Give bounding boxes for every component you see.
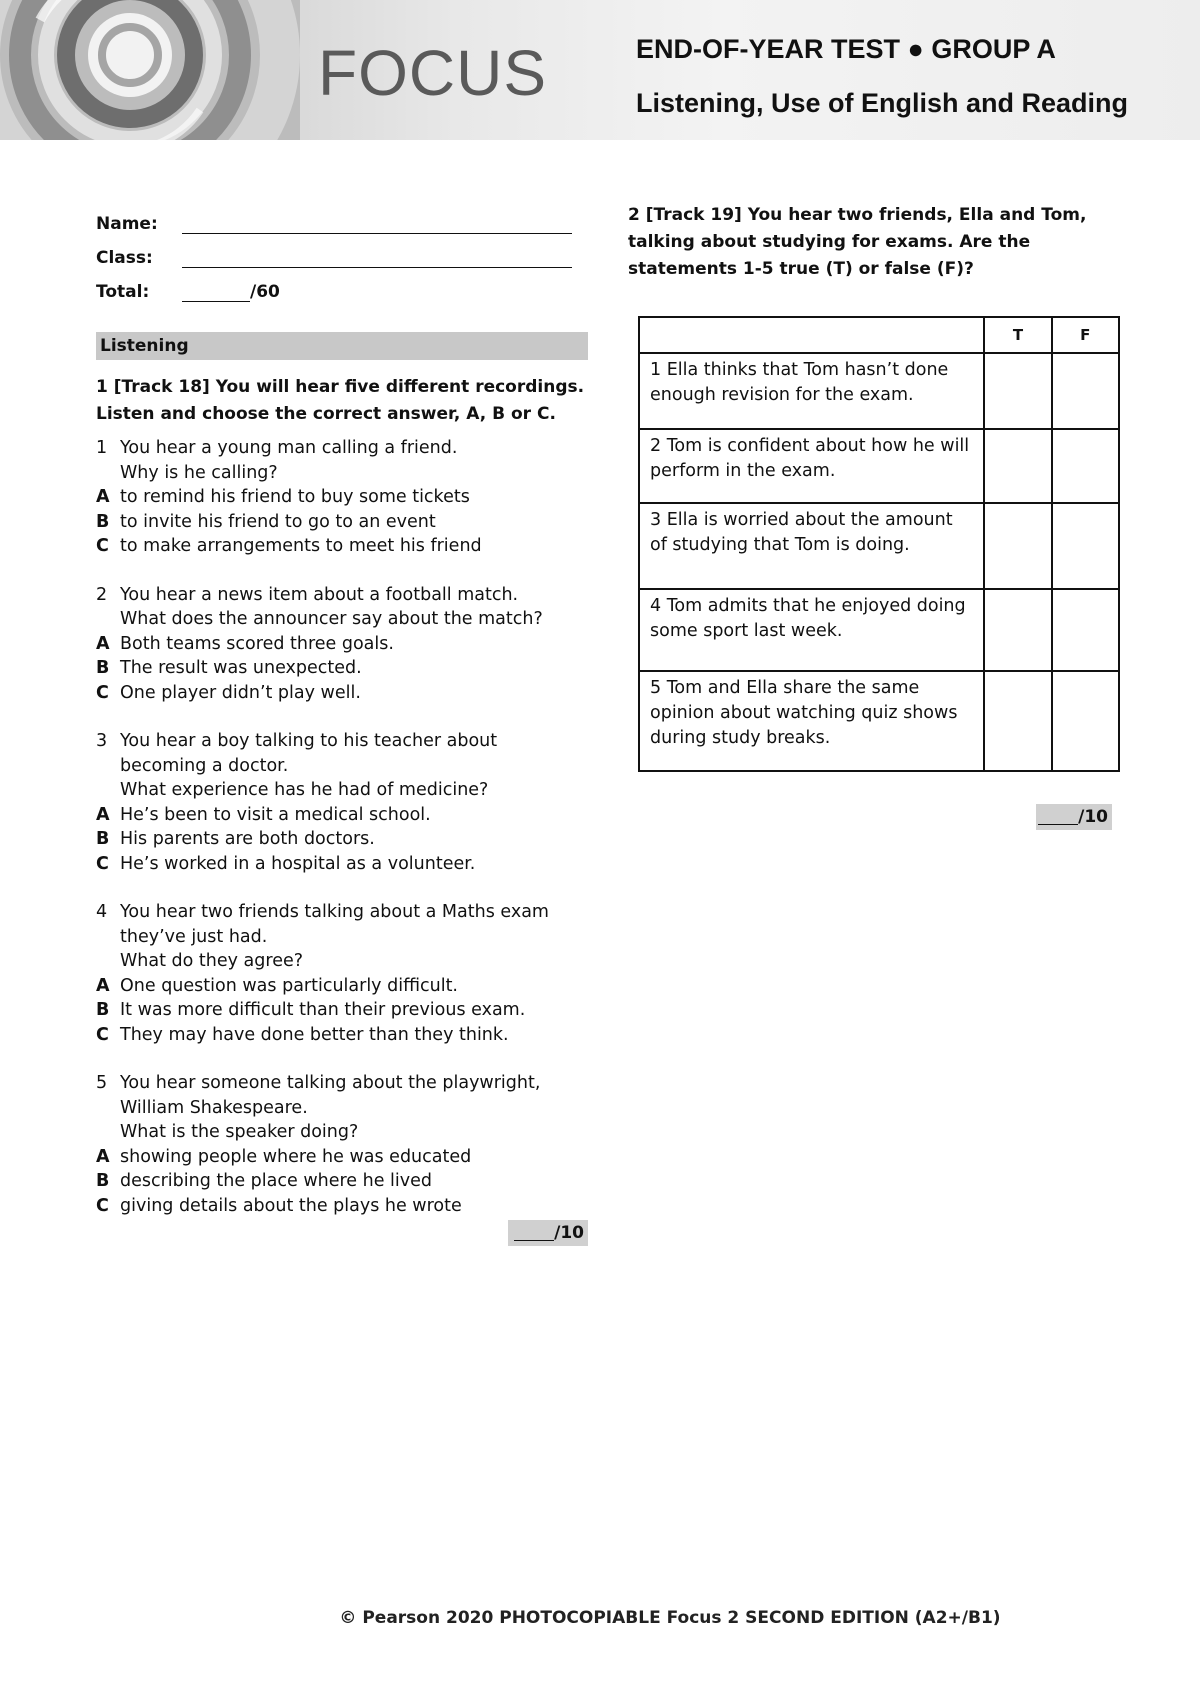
answer-option[interactable] — [96, 852, 588, 877]
table-row — [639, 429, 1119, 503]
answer-option[interactable] — [96, 803, 588, 828]
option-text: Both teams scored three goals. — [120, 633, 394, 654]
option-letter: A — [96, 804, 110, 825]
answer-true-5[interactable] — [984, 671, 1051, 771]
option-text: to make arrangements to meet his friend — [120, 536, 482, 556]
option-letter: C — [96, 853, 109, 874]
table-row — [639, 671, 1119, 771]
statement-5: 5 Tom and Ella share the same opinion about watching quiz shows during study breaks. — [639, 671, 984, 771]
exercise1-questions — [96, 436, 588, 1218]
exercise2-instruction: 2 [Track 19] You hear two friends, Ella and Tom, talking about studying for exams. Are the statements 1-5 true (T) or false (F)? — [628, 205, 1087, 279]
question-stem — [96, 1120, 588, 1145]
option-letter: A — [96, 975, 110, 996]
question-stem — [96, 436, 588, 461]
option-letter: B — [96, 658, 110, 678]
focus-lens-graphic — [0, 0, 300, 140]
question-5 — [96, 1071, 588, 1218]
option-letter: C — [96, 536, 109, 556]
score-max: /10 — [554, 1223, 584, 1243]
option-letter: C — [96, 1195, 109, 1216]
score-blank[interactable] — [1038, 807, 1078, 825]
class-label: Class: — [96, 248, 153, 268]
statement-3: 3 Ella is worried about the amount of studying that Tom is doing. — [639, 503, 984, 589]
total-label: Total: — [96, 282, 150, 302]
total-field[interactable] — [96, 268, 588, 302]
question-stem — [96, 607, 588, 632]
statement-2: 2 Tom is confident about how he will perform in the exam. — [639, 429, 984, 503]
page-header — [0, 0, 1200, 140]
question-number — [96, 461, 120, 486]
question-stem — [96, 949, 588, 974]
true-header: T — [984, 317, 1051, 353]
total-line[interactable] — [182, 282, 250, 302]
answer-false-3[interactable] — [1052, 503, 1119, 589]
answer-option[interactable] — [96, 998, 588, 1023]
question-3 — [96, 729, 588, 876]
question-1 — [96, 436, 588, 559]
answer-option[interactable] — [96, 1194, 588, 1219]
false-header: F — [1052, 317, 1119, 353]
option-text: He’s worked in a hospital as a volunteer. — [120, 853, 476, 874]
statement-1: 1 Ella thinks that Tom hasn’t done enough revision for the exam. — [639, 353, 984, 429]
question-stem — [96, 461, 588, 486]
answer-false-1[interactable] — [1052, 353, 1119, 429]
question-text: You hear two friends talking about a Maths exam they’ve just had. — [120, 902, 549, 947]
answer-option[interactable] — [96, 681, 588, 706]
answer-false-5[interactable] — [1052, 671, 1119, 771]
table-row — [639, 503, 1119, 589]
answer-option[interactable] — [96, 510, 588, 535]
question-text: What is the speaker doing? — [120, 1122, 359, 1142]
option-text: The result was unexpected. — [120, 658, 362, 678]
score-max: /10 — [1078, 807, 1108, 827]
true-false-table — [638, 316, 1120, 772]
option-text: It was more difficult than their previous exam. — [120, 1000, 526, 1020]
name-line[interactable] — [182, 214, 572, 234]
question-stem — [96, 729, 588, 778]
question-stem — [96, 778, 588, 803]
answer-true-2[interactable] — [984, 429, 1051, 503]
answer-option[interactable] — [96, 632, 588, 657]
option-text: to invite his friend to go to an event — [120, 511, 436, 532]
answer-true-1[interactable] — [984, 353, 1051, 429]
table-header-row — [639, 317, 1119, 353]
question-text: Why is he calling? — [120, 462, 278, 483]
page-footer: © Pearson 2020 PHOTOCOPIABLE Focus 2 SECOND EDITION (A2+/B1) — [339, 1608, 1001, 1628]
question-number: 3 — [96, 731, 108, 751]
option-letter: A — [96, 633, 110, 654]
test-subtitle: Listening, Use of English and Reading — [636, 88, 1129, 118]
question-stem — [96, 900, 588, 949]
question-4 — [96, 900, 588, 1047]
option-letter: C — [96, 682, 109, 703]
question-text: What does the announcer say about the match? — [120, 609, 543, 629]
question-number: 2 — [96, 584, 108, 605]
answer-option[interactable] — [96, 1023, 588, 1048]
question-stem — [96, 583, 588, 608]
total-max: /60 — [250, 282, 280, 302]
option-text: to remind his friend to buy some tickets — [120, 487, 470, 507]
question-text: You hear a news item about a football match. — [120, 584, 519, 605]
option-letter: A — [96, 1146, 110, 1167]
question-text: You hear a young man calling a friend. — [120, 438, 458, 458]
question-text: You hear someone talking about the playwright, William Shakespeare. — [120, 1073, 541, 1118]
score-blank[interactable] — [514, 1223, 554, 1241]
question-number — [96, 778, 120, 803]
option-text: He’s been to visit a medical school. — [120, 804, 431, 825]
exercise1-score[interactable] — [508, 1220, 588, 1246]
left-column — [96, 200, 588, 1218]
statement-4: 4 Tom admits that he enjoyed doing some sport last week. — [639, 589, 984, 671]
table-row — [639, 353, 1119, 429]
question-number — [96, 949, 120, 974]
answer-false-2[interactable] — [1052, 429, 1119, 503]
option-letter: B — [96, 511, 110, 532]
option-text: One player didn’t play well. — [120, 682, 361, 703]
section-title-listening: Listening — [96, 332, 588, 360]
option-letter: C — [96, 1024, 109, 1045]
answer-option[interactable] — [96, 974, 588, 999]
question-number — [96, 1120, 120, 1145]
name-field[interactable] — [96, 200, 588, 234]
question-text: You hear a boy talking to his teacher about becoming a doctor. — [120, 731, 498, 776]
answer-true-3[interactable] — [984, 503, 1051, 589]
answer-option[interactable] — [96, 1169, 588, 1194]
option-letter: A — [96, 487, 110, 507]
option-text: showing people where he was educated — [120, 1146, 472, 1167]
answer-false-4[interactable] — [1052, 589, 1119, 671]
answer-option[interactable] — [96, 485, 588, 510]
question-text: What experience has he had of medicine? — [120, 780, 489, 800]
question-number: 4 — [96, 902, 108, 922]
class-field[interactable] — [96, 234, 588, 268]
statement-header — [639, 317, 984, 353]
option-letter: B — [96, 829, 110, 849]
exercise1-instruction: 1 [Track 18] You will hear five different recordings. Listen and choose the correct answer, A, B or C. — [96, 377, 585, 424]
answer-option[interactable] — [96, 827, 588, 852]
option-text: describing the place where he lived — [120, 1171, 433, 1191]
option-text: They may have done better than they think. — [120, 1024, 509, 1045]
answer-option[interactable] — [96, 656, 588, 681]
option-letter: B — [96, 1171, 110, 1191]
class-line[interactable] — [182, 248, 572, 268]
question-number — [96, 607, 120, 632]
question-2 — [96, 583, 588, 706]
right-column — [628, 202, 1128, 283]
option-text: One question was particularly difficult. — [120, 975, 458, 996]
option-text: His parents are both doctors. — [120, 829, 375, 849]
question-text: What do they agree? — [120, 951, 304, 971]
option-text: giving details about the plays he wrote — [120, 1195, 462, 1216]
answer-true-4[interactable] — [984, 589, 1051, 671]
answer-option[interactable] — [96, 1145, 588, 1170]
test-title: END-OF-YEAR TEST ● GROUP A — [636, 34, 1056, 64]
question-number: 5 — [96, 1073, 108, 1093]
option-letter: B — [96, 1000, 110, 1020]
answer-option[interactable] — [96, 534, 588, 559]
exercise2-score[interactable] — [1036, 804, 1112, 830]
table-row — [639, 589, 1119, 671]
brand-logo: FOCUS — [318, 37, 547, 109]
name-label: Name: — [96, 214, 158, 234]
question-number: 1 — [96, 438, 108, 458]
question-stem — [96, 1071, 588, 1120]
